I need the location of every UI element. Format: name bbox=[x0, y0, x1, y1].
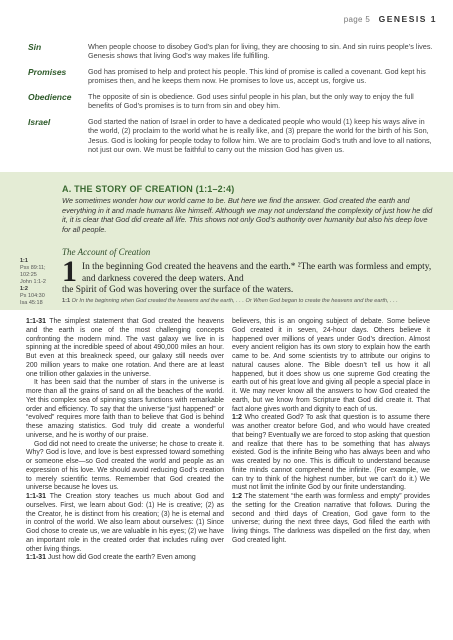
commentary-paragraph bbox=[232, 493, 430, 546]
commentary-paragraph bbox=[232, 318, 430, 414]
commentary-text: It has been said that the number of stars in the universe is more than all the grains of sand on all the beaches of the world. Yet this complex sea of spinning stars functions with remarkable order and efficiency. To say that the universe “just happened” or “evolved” requires more faith than to believe that God is behind these amazing statistics. God truly did create a wonderful universe, and he is worthy of our praise. bbox=[26, 379, 224, 439]
commentary-paragraph bbox=[232, 414, 430, 493]
passage-subtitle: The Account of Creation bbox=[62, 247, 151, 257]
section-title: A. THE STORY OF CREATION (1:1–2:4) bbox=[62, 184, 235, 194]
cross-references bbox=[20, 258, 60, 307]
theme-glossary bbox=[0, 30, 453, 170]
glossary-term: Promises bbox=[28, 67, 67, 77]
commentary-text: The simplest statement that God created the heavens and the earth is one of the most challenging concepts confronting the modern mind. The vast galaxy we live in is spinning at the incredible speed of about 490,000 miles an hour. But even at this breakneck speed, our galaxy still needs over 200 million years to make one rotation. And there are at least one trillion other galaxies in the universe. bbox=[26, 318, 225, 378]
footnote bbox=[62, 298, 434, 305]
commentary-text: Who created God? To ask that question is to assume there was another creator before God, and who would have created that being? Eventually we are forced to stop asking that question and realize that there has to be something that has always existed. God is the infinite Being who has always been and who was created by no one. This is difficult to understand because finite minds cannot comprehend the infinite. (For example, we can try to think of the highest number, but we can’t do it.) We must not limit the infinite God by our finite understanding. bbox=[232, 414, 430, 492]
glossary-definition: The opposite of sin is obedience. God uses sinful people in his plan, but the only way to enjoy the full benefits of God’s promises is to turn from sin and obey him. bbox=[88, 92, 414, 111]
commentary-text: God did not need to create the universe; he chose to create it. Why? God is love, and love is best expressed toward something or someone else—so God created the world and people as an expression of his love. We should avoid reducing God’s creation to merely scientific terms. Remember that God created the universe because he loves us. bbox=[26, 440, 224, 492]
commentary-text: The statement “the earth was formless and empty” provides the setting for the Creation narrative that follows. During the second and third days of Creation, God gave form to the universe; during the next three days, God filled the earth with living things. The darkness was dispelled on the first day, when God created light. bbox=[232, 493, 430, 544]
commentary-column-right bbox=[232, 318, 430, 546]
section-intro: We sometimes wonder how our world came to be. But here we find the answer. God created the earth and everything in it and made humans like himself. Although we may not understand the complexity of just how he did it, it is clear that God did create all life. This shows not only God’s authority over humanity but also his deep love for all people. bbox=[62, 196, 433, 234]
commentary-text: The Creation story teaches us much about God and ourselves. First, we learn about God: (1) He is creative; (2) as the Creator, he is distinct from his creation; (3) he is eternal and in control of the world. We also learn about ourselves: (1) Since God chose to create us, we are valuable in his eyes; (2) we have an important role in the created order that includes ruling over other living things. bbox=[26, 493, 224, 553]
running-head bbox=[344, 14, 437, 24]
cross-ref-text: Ps 104:30 Isa 45:18 bbox=[20, 293, 45, 306]
commentary-paragraph bbox=[26, 379, 224, 440]
commentary-paragraph bbox=[26, 554, 224, 563]
verse-label: 1:2 bbox=[232, 493, 242, 500]
glossary-term: Israel bbox=[28, 117, 51, 127]
footnote-label: 1:1 bbox=[62, 298, 71, 304]
cross-ref-text: Pss 89:11; 102:25 John 1:1-2 bbox=[20, 265, 46, 285]
book-title: GENESIS 1 bbox=[378, 14, 437, 24]
verse-label: 1:1-31 bbox=[26, 554, 46, 562]
verse-label: 1:1-31 bbox=[26, 493, 46, 500]
commentary-paragraph bbox=[26, 441, 224, 494]
verse-label: 1:1-31 bbox=[26, 318, 46, 325]
commentary-paragraph bbox=[26, 318, 224, 379]
glossary-term: Obedience bbox=[28, 92, 72, 102]
page-number: page 5 bbox=[343, 15, 371, 24]
commentary-text: believers, this is an ongoing subject of debate. Some believe God created it in seven, 24-hour days. Others believe it happened over millions of years under God’s direction. Almost every ancient religion has its own story to explain how the earth came to be. And some scientists try to attribute our origins to natural causes alone. The Bible doesn’t tell us how it all happened, but it does show us one supreme God creating the earth out of his great love and giving all people a special place in it. We may never know all the answers to how God created the earth, but we know from Scripture that God did create it. That fact alone gives worth and dignity to each of us. bbox=[232, 318, 430, 413]
commentary-column-left bbox=[26, 318, 224, 563]
commentary-text: Just how did God create the earth? Even among bbox=[47, 554, 196, 562]
verse-label: 1:2 bbox=[232, 414, 242, 422]
glossary-term: Sin bbox=[28, 42, 42, 52]
commentary-paragraph bbox=[26, 493, 224, 554]
cross-ref-label: 1:2 bbox=[20, 286, 28, 292]
glossary-definition: When people choose to disobey God’s plan for living, they are choosing to sin. And sin ruins people’s lives. Genesis shows that living God’s way makes life fulfilling. bbox=[88, 42, 433, 61]
chapter-number: 1 bbox=[62, 255, 77, 288]
scripture-verse-continued: the Spirit of God was hovering over the surface of the waters. bbox=[62, 285, 294, 295]
glossary-definition: God has promised to help and protect his people. This kind of promise is called a covenant. God kept his promises then, and he keeps them now. He promises to love us, accept us, forgive us. bbox=[88, 67, 426, 86]
glossary-definition: God started the nation of Israel in order to have a dedicated people who would (1) keep his ways alive in the world, (2) proclaim to the world what he is really like, and (3) prepare the world for the birth of his Son, Jesus. God is looking for people today to follow him. We are to proclaim God’s truth and love to all nations, not just our own. We must be faithful to carry out the mission God has given us. bbox=[88, 117, 432, 155]
scripture-verse: In the beginning God created the heavens and the earth.* ²The earth was formless and empty, and darkness covered the deep waters. And bbox=[82, 262, 432, 284]
cross-ref-label: 1:1 bbox=[20, 258, 28, 264]
footnote-text: Or In the beginning when God created the heavens and the earth, . . . Or When God began to create the heavens and the earth, . . . bbox=[71, 298, 398, 304]
